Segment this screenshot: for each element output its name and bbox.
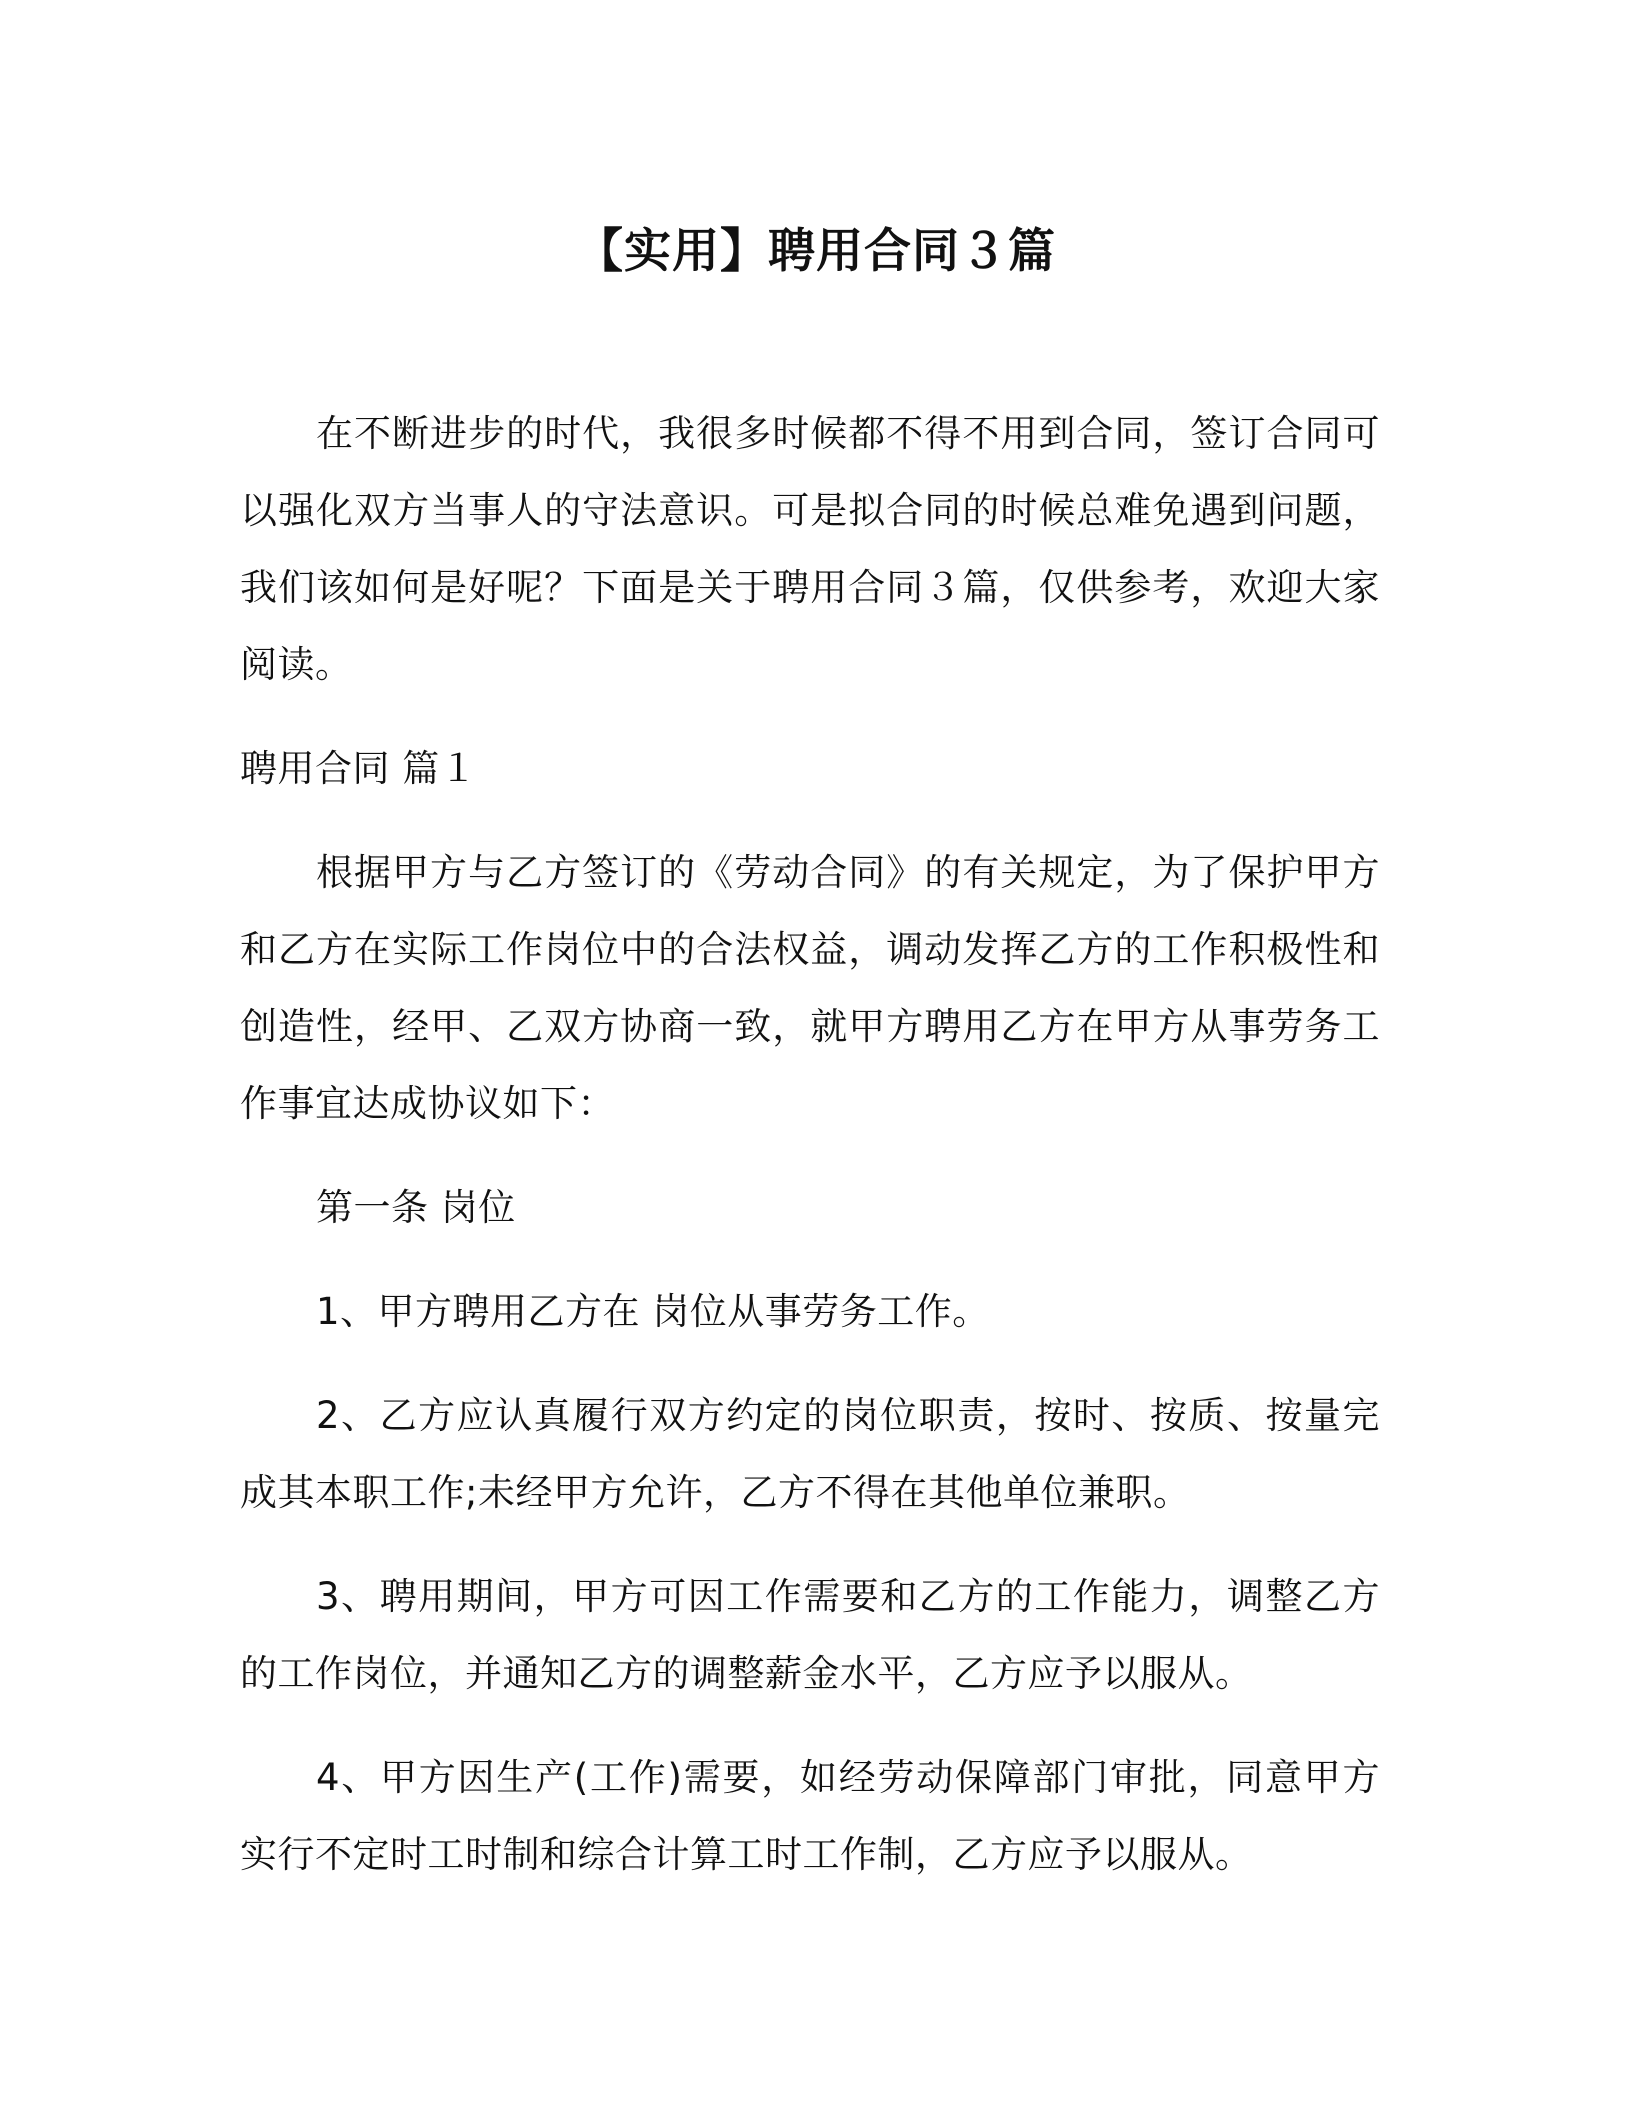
clause-item-4: 4、甲方因生产(工作)需要，如经劳动保障部门审批，同意甲方实行不定时工时制和综合计算工时工作制，乙方应予以服从。 <box>240 1756 1380 1876</box>
clause-item-2: 2、乙方应认真履行双方约定的岗位职责，按时、按质、按量完成其本职工作;未经甲方允许，乙方不得在其他单位兼职。 <box>240 1394 1380 1514</box>
intro-paragraph: 在不断进步的时代，我很多时候都不得不用到合同，签订合同可以强化双方当事人的守法意识。可是拟合同的时候总难免遇到问题，我们该如何是好呢？下面是关于聘用合同３篇，仅供参考，欢迎大家阅读。 <box>240 412 1380 686</box>
clause-item-3: 3、聘用期间，甲方可因工作需要和乙方的工作能力，调整乙方的工作岗位，并通知乙方的调整薪金水平，乙方应予以服从。 <box>240 1575 1380 1695</box>
section-heading: 聘用合同 篇１ <box>240 747 478 790</box>
document-body <box>240 395 1380 1893</box>
document-title: 【实用】聘用合同３篇 <box>576 224 1056 279</box>
contract-preamble: 根据甲方与乙方签订的《劳动合同》的有关规定，为了保护甲方和乙方在实际工作岗位中的合法权益，调动发挥乙方的工作积极性和创造性，经甲、乙双方协商一致，就甲方聘用乙方在甲方从事劳务工作事宜达成协议如下： <box>240 851 1380 1125</box>
article-heading: 第一条 岗位 <box>316 1186 516 1229</box>
clause-item-1: 1、甲方聘用乙方在 岗位从事劳务工作。 <box>316 1290 990 1333</box>
